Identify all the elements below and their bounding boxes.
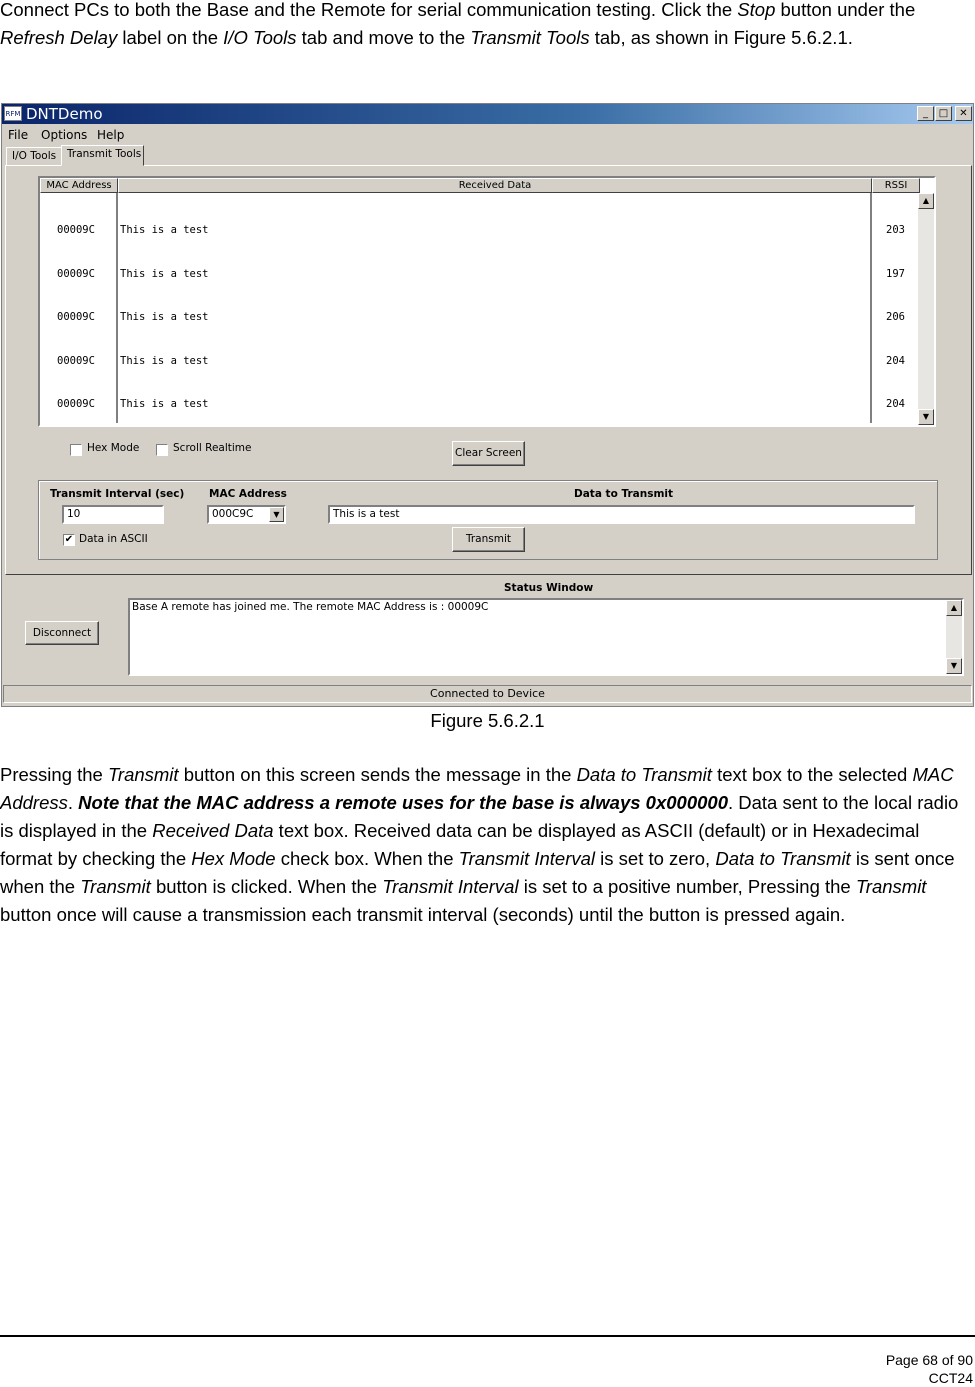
- transmit-button[interactable]: Transmit: [452, 527, 525, 552]
- received-data-list: [38, 176, 936, 427]
- document-id: CCT24: [928, 1370, 973, 1386]
- rssi-cell: 206: [886, 311, 905, 323]
- body-text: is sent once when the: [0, 848, 955, 897]
- mac-cell: 00009C: [57, 267, 95, 280]
- rssi-cell: 204: [886, 354, 905, 367]
- transmit-term: Transmit: [80, 876, 151, 897]
- table-row: [57, 194, 95, 441]
- data-cell: This is a test: [120, 311, 209, 323]
- data-in-ascii-checkbox[interactable]: ✔: [64, 534, 74, 545]
- transmit-tools-term: Transmit Tools: [470, 27, 590, 48]
- menu-help[interactable]: Help: [97, 128, 125, 142]
- status-scrollbar[interactable]: [946, 600, 962, 674]
- app-icon: RFM: [4, 106, 22, 121]
- body-text: button on this screen sends the message in the: [178, 764, 577, 785]
- column-divider: [870, 193, 873, 423]
- body-text: text box to the selected: [711, 764, 913, 785]
- footer-rule: [0, 1335, 975, 1337]
- column-header-rssi[interactable]: RSSI: [872, 178, 920, 193]
- transmit-interval-header: Transmit Interval (sec): [50, 488, 185, 500]
- scroll-realtime-label: Scroll Realtime: [173, 442, 252, 454]
- chevron-down-icon[interactable]: ▼: [269, 507, 284, 522]
- refresh-delay-term: Refresh Delay: [0, 27, 118, 48]
- data-cell: This is a test: [120, 267, 209, 280]
- mac-address-value: 000C9C: [212, 508, 254, 520]
- mac-cell: 00009C: [57, 224, 95, 236]
- body-paragraph: [0, 761, 975, 929]
- status-window-label: Status Window: [504, 582, 594, 594]
- scroll-realtime-checkbox[interactable]: [156, 444, 168, 456]
- intro-text: Connect PCs to both the Base and the Remote for serial communication testing. Click the: [0, 0, 738, 20]
- stop-term: Stop: [737, 0, 776, 20]
- close-button[interactable]: ✕: [955, 106, 972, 121]
- menu-bar: [2, 125, 973, 145]
- data-cell: This is a test: [120, 354, 209, 367]
- data-cell: This is a test: [120, 398, 209, 410]
- intro-text: tab, as shown in Figure 5.6.2.1.: [589, 27, 853, 48]
- data-in-ascii-label: Data in ASCII: [79, 533, 148, 545]
- body-text: button is clicked. When the: [150, 876, 383, 897]
- column-header-mac[interactable]: MAC Address: [40, 178, 118, 193]
- data-to-transmit-term: Data to Transmit: [576, 764, 712, 785]
- window-title: DNTDemo: [26, 105, 103, 123]
- minimize-button[interactable]: _: [917, 106, 934, 121]
- dntdemo-window: [1, 103, 974, 707]
- received-data-term: Received Data: [152, 820, 274, 841]
- column-divider: [116, 193, 119, 423]
- page-number: Page 68 of 90: [885, 1352, 973, 1368]
- transmit-interval-input[interactable]: 10: [62, 505, 164, 524]
- intro-text: label on the: [117, 27, 224, 48]
- status-message: Base A remote has joined me. The remote MAC Address is : 00009C: [132, 601, 489, 613]
- scroll-down-icon[interactable]: ▼: [946, 658, 962, 674]
- column-header-received-data[interactable]: Received Data: [118, 178, 872, 193]
- figure-caption: Figure 5.6.2.1: [430, 710, 545, 731]
- mac-address-header: MAC Address: [209, 488, 287, 500]
- menu-options[interactable]: Options: [41, 128, 88, 142]
- title-bar: [2, 104, 973, 124]
- tab-io-tools[interactable]: I/O Tools: [6, 147, 62, 166]
- intro-text: tab and move to the: [296, 27, 471, 48]
- body-text: check box. When the: [275, 848, 459, 869]
- transmit-interval-term: Transmit Interval: [458, 848, 596, 869]
- list-scrollbar[interactable]: [918, 193, 934, 425]
- mac-note: Note that the MAC address a remote uses for the base is always 0x000000: [78, 792, 728, 813]
- rssi-cell: 204: [886, 398, 905, 410]
- mac-cell: 00009C: [57, 354, 95, 367]
- table-row: [120, 194, 209, 441]
- body-text: text box. Received data can be displayed as ASCII (default) or in Hexadecimal format by checking the: [0, 820, 920, 869]
- menu-file[interactable]: File: [8, 128, 29, 142]
- maximize-button[interactable]: □: [935, 106, 952, 121]
- intro-text: button under the: [775, 0, 916, 20]
- disconnect-button[interactable]: Disconnect: [25, 621, 99, 645]
- body-text: is set to a positive number, Pressing the: [518, 876, 856, 897]
- rssi-cell: 197: [886, 267, 905, 280]
- rssi-cell: 203: [886, 224, 905, 236]
- data-cell: This is a test: [120, 224, 209, 236]
- status-window: [128, 598, 964, 676]
- data-to-transmit-term: Data to Transmit: [715, 848, 851, 869]
- clear-screen-button[interactable]: Clear Screen: [452, 441, 525, 466]
- mac-address-term: MAC Address: [0, 764, 954, 813]
- body-text: Pressing the: [0, 764, 108, 785]
- hex-mode-label: Hex Mode: [87, 442, 140, 454]
- transmit-term: Transmit: [107, 764, 179, 785]
- mac-cell: 00009C: [57, 311, 95, 323]
- body-text: is set to zero,: [595, 848, 716, 869]
- scroll-up-icon[interactable]: ▲: [946, 600, 962, 616]
- status-bar: Connected to Device: [3, 685, 972, 703]
- tab-transmit-tools[interactable]: Transmit Tools: [61, 145, 144, 166]
- transmit-interval-term: Transmit Interval: [382, 876, 519, 897]
- hex-mode-term: Hex Mode: [191, 848, 276, 869]
- io-tools-term: I/O Tools: [223, 27, 297, 48]
- mac-address-select[interactable]: [207, 505, 286, 524]
- intro-paragraph: [0, 0, 975, 52]
- body-text: .: [67, 792, 79, 813]
- hex-mode-checkbox[interactable]: [70, 444, 82, 456]
- data-to-transmit-header: Data to Transmit: [574, 488, 674, 500]
- scroll-down-icon[interactable]: ▼: [918, 409, 934, 425]
- transmit-term: Transmit: [855, 876, 927, 897]
- body-text: . Data sent to the local radio is displayed in the: [0, 792, 959, 841]
- mac-cell: 00009C: [57, 398, 95, 410]
- data-to-transmit-input[interactable]: This is a test: [328, 505, 915, 524]
- scroll-up-icon[interactable]: ▲: [918, 193, 934, 209]
- body-text: button once will cause a transmission each transmit interval (seconds) until the button is pressed again.: [0, 904, 846, 925]
